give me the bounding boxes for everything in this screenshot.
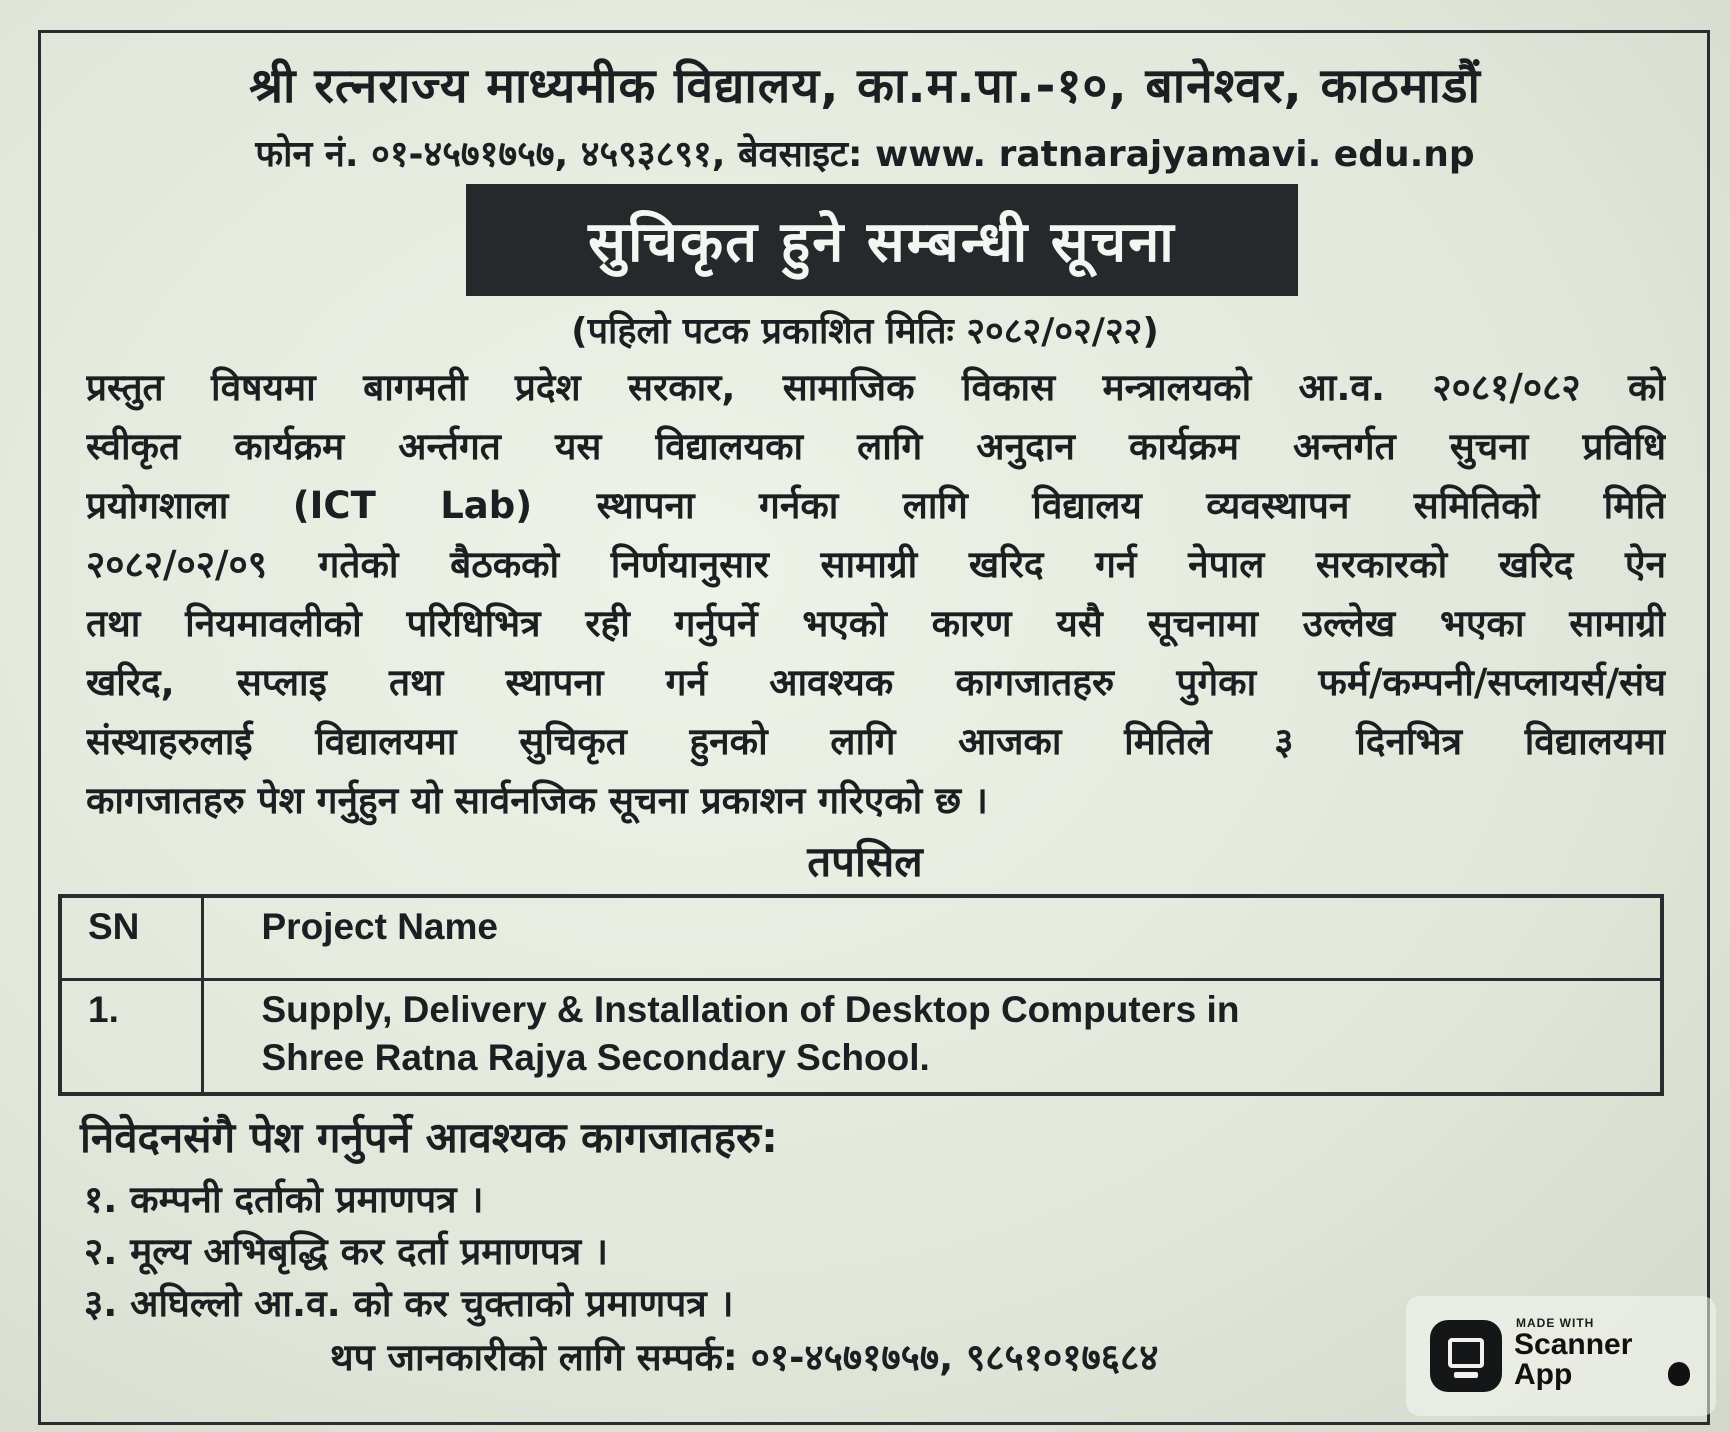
body-line: स्वीकृत कार्यक्रम अर्न्तगत यस विद्यालयका लागि अनुदान कार्यक्रम अन्तर्गत सुचना प्रविधि	[86, 425, 1666, 468]
document-item: १. कम्पनी दर्ताको प्रमाणपत्र ।	[84, 1178, 484, 1221]
annex-heading: तपसिल	[807, 837, 923, 886]
published-date: (पहिलो पटक प्रकाशित मितिः २०८२/०२/२२)	[571, 311, 1159, 352]
row-sn: 1.	[60, 980, 202, 1095]
body-line: प्रयोगशाला (ICT Lab) स्थापना गर्नका लागि विद्यालय व्यवस्थापन समितिको मिति	[86, 484, 1666, 527]
school-name: श्री रत्नराज्य माध्यमीक विद्यालय, का.म.पा.-१०, बानेश्वर, काठमाडौं	[249, 58, 1481, 114]
apple-icon	[1668, 1362, 1690, 1386]
header-sn: SN	[60, 896, 202, 980]
watermark-brand: Scanner App	[1514, 1328, 1633, 1391]
scanner-app-watermark	[1406, 1296, 1716, 1416]
notice-title-banner	[466, 184, 1298, 296]
project-name-line: Supply, Delivery & Installation of Desktop Computers in	[261, 989, 1240, 1030]
notice-title: सुचिकृत हुने सम्बन्धी सूचना	[588, 210, 1176, 275]
project-name-line: Shree Ratna Rajya Secondary School.	[261, 1037, 930, 1078]
project-table	[58, 894, 1664, 1096]
footer-contact: थप जानकारीको लागि सम्पर्क: ०१-४५७१७५७, ९८५१०१७६८४	[330, 1336, 1159, 1379]
documents-heading: निवेदनसंगै पेश गर्नुपर्ने आवश्यक कागजातहरु:	[80, 1113, 778, 1162]
table-row	[60, 980, 1662, 1095]
row-project-name	[202, 980, 1662, 1095]
contact-line: फोन नं. ०१-४५७१७५७, ४५९३८९१, बेवसाइट: www. ratnarajyamavi. edu.np	[255, 134, 1475, 175]
body-line: तथा नियमावलीको परिधिभित्र रही गर्नुपर्ने भएको कारण यसै सूचनामा उल्लेख भएका सामाग्री	[86, 602, 1666, 645]
document-item: २. मूल्य अभिबृद्धि कर दर्ता प्रमाणपत्र ।	[84, 1230, 609, 1273]
scanner-app-icon	[1430, 1320, 1502, 1392]
body-line: खरिद, सप्लाइ तथा स्थापना गर्न आवश्यक कागजातहरु पुगेका फर्म/कम्पनी/सप्लायर्स/संघ	[86, 661, 1666, 704]
notice-body	[86, 358, 1666, 830]
body-line: संस्थाहरुलाई विद्यालयमा सुचिकृत हुनको लागि आजका मितिले ३ दिनभित्र विद्यालयमा	[86, 720, 1666, 763]
watermark-made-with: MADE WITH	[1516, 1316, 1595, 1330]
table-header-row	[60, 896, 1662, 980]
body-line: प्रस्तुत विषयमा बागमती प्रदेश सरकार, सामाजिक विकास मन्त्रालयको आ.व. २०८१/०८२ को	[86, 366, 1666, 409]
document-item: ३. अघिल्लो आ.व. को कर चुक्ताको प्रमाणपत्र ।	[84, 1282, 734, 1325]
body-line: २०८२/०२/०९ गतेको बैठकको निर्णयानुसार सामाग्री खरिद गर्न नेपाल सरकारको खरिद ऐन	[86, 543, 1666, 586]
body-line: कागजातहरु पेश गर्नुहुन यो सार्वनजिक सूचना प्रकाशन गरिएको छ ।	[86, 779, 988, 822]
header-project-name: Project Name	[202, 896, 1662, 980]
